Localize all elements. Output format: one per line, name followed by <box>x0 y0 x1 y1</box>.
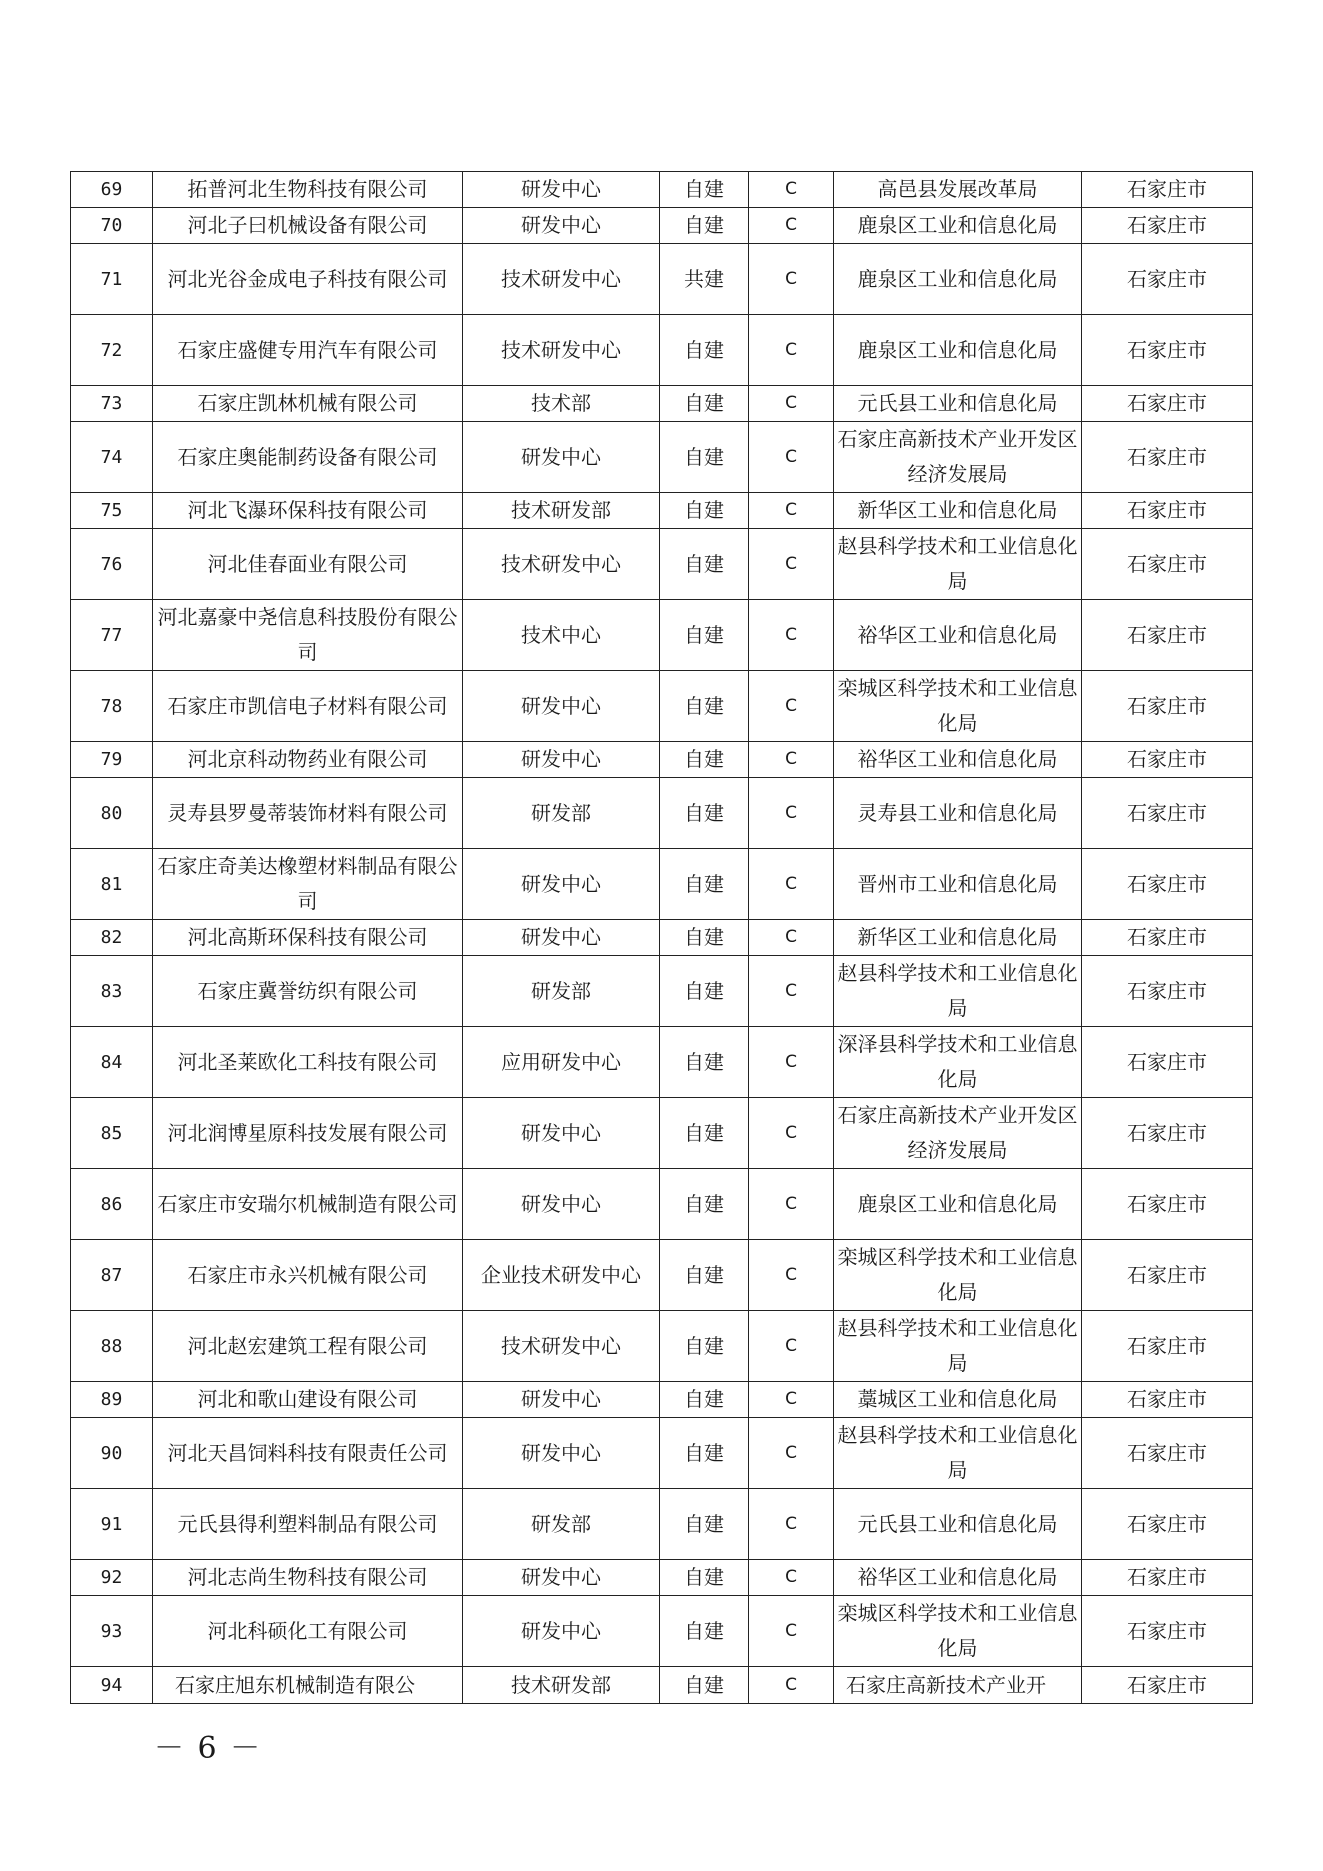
level-grade: C <box>749 1027 834 1098</box>
company-name: 石家庄市安瑞尔机械制造有限公司 <box>153 1169 463 1240</box>
company-name: 河北子曰机械设备有限公司 <box>153 208 463 244</box>
company-name: 河北高斯环保科技有限公司 <box>153 920 463 956</box>
build-type: 自建 <box>660 1418 749 1489</box>
rd-center-name: 研发中心 <box>463 422 660 493</box>
row-number: 77 <box>71 600 153 671</box>
build-type: 自建 <box>660 1489 749 1560</box>
city-name: 石家庄市 <box>1082 422 1253 493</box>
rd-center-name: 研发中心 <box>463 1560 660 1596</box>
table-row <box>71 778 1253 849</box>
company-name: 河北飞瀑环保科技有限公司 <box>153 493 463 529</box>
company-name: 河北和歌山建设有限公司 <box>153 1382 463 1418</box>
row-number: 73 <box>71 386 153 422</box>
table-row <box>71 529 1253 600</box>
table-row <box>71 1560 1253 1596</box>
table-row <box>71 1098 1253 1169</box>
build-type: 自建 <box>660 671 749 742</box>
city-name: 石家庄市 <box>1082 1560 1253 1596</box>
page-number: － 6 － <box>154 1731 263 1766</box>
table-row <box>71 1489 1253 1560</box>
company-name: 河北志尚生物科技有限公司 <box>153 1560 463 1596</box>
enterprise-rd-table <box>70 171 1253 1704</box>
company-name: 河北天昌饲料科技有限责任公司 <box>153 1418 463 1489</box>
company-name: 河北佳春面业有限公司 <box>153 529 463 600</box>
company-name: 石家庄奇美达橡塑材料制品有限公司 <box>153 849 463 920</box>
table-row <box>71 920 1253 956</box>
company-name: 元氏县得利塑料制品有限公司 <box>153 1489 463 1560</box>
table-row <box>71 956 1253 1027</box>
row-number: 69 <box>71 172 153 208</box>
level-grade: C <box>749 1311 834 1382</box>
rd-center-name: 企业技术研发中心 <box>463 1240 660 1311</box>
rd-center-name: 研发中心 <box>463 849 660 920</box>
build-type: 自建 <box>660 386 749 422</box>
recommending-agency: 灵寿县工业和信息化局 <box>834 778 1082 849</box>
rd-center-name: 技术研发中心 <box>463 529 660 600</box>
level-grade: C <box>749 386 834 422</box>
recommending-agency: 栾城区科学技术和工业信息化局 <box>834 671 1082 742</box>
row-number: 92 <box>71 1560 153 1596</box>
level-grade: C <box>749 956 834 1027</box>
build-type: 自建 <box>660 529 749 600</box>
build-type: 自建 <box>660 422 749 493</box>
level-grade: C <box>749 778 834 849</box>
level-grade: C <box>749 849 834 920</box>
company-name: 石家庄市永兴机械有限公司 <box>153 1240 463 1311</box>
table-row <box>71 1027 1253 1098</box>
rd-center-name: 研发中心 <box>463 671 660 742</box>
table-row <box>71 1596 1253 1667</box>
city-name: 石家庄市 <box>1082 1169 1253 1240</box>
build-type: 自建 <box>660 172 749 208</box>
city-name: 石家庄市 <box>1082 1027 1253 1098</box>
city-name: 石家庄市 <box>1082 1489 1253 1560</box>
rd-center-name: 研发部 <box>463 778 660 849</box>
city-name: 石家庄市 <box>1082 1311 1253 1382</box>
recommending-agency: 赵县科学技术和工业信息化局 <box>834 1311 1082 1382</box>
row-number: 78 <box>71 671 153 742</box>
city-name: 石家庄市 <box>1082 208 1253 244</box>
city-name: 石家庄市 <box>1082 529 1253 600</box>
build-type: 自建 <box>660 1169 749 1240</box>
build-type: 自建 <box>660 742 749 778</box>
city-name: 石家庄市 <box>1082 1240 1253 1311</box>
rd-center-name: 研发部 <box>463 1489 660 1560</box>
recommending-agency: 新华区工业和信息化局 <box>834 493 1082 529</box>
table-row <box>71 1311 1253 1382</box>
table-row <box>71 493 1253 529</box>
row-number: 90 <box>71 1418 153 1489</box>
build-type: 自建 <box>660 920 749 956</box>
build-type: 自建 <box>660 1596 749 1667</box>
table-row <box>71 172 1253 208</box>
rd-center-name: 技术中心 <box>463 600 660 671</box>
recommending-agency: 鹿泉区工业和信息化局 <box>834 315 1082 386</box>
build-type: 自建 <box>660 778 749 849</box>
level-grade: C <box>749 422 834 493</box>
build-type: 自建 <box>660 1667 749 1704</box>
build-type: 自建 <box>660 1240 749 1311</box>
recommending-agency: 石家庄高新技术产业开发区经济发展局 <box>834 422 1082 493</box>
row-number: 79 <box>71 742 153 778</box>
table-row <box>71 671 1253 742</box>
row-number: 83 <box>71 956 153 1027</box>
level-grade: C <box>749 529 834 600</box>
company-name: 石家庄奥能制药设备有限公司 <box>153 422 463 493</box>
level-grade: C <box>749 1596 834 1667</box>
city-name: 石家庄市 <box>1082 778 1253 849</box>
row-number: 76 <box>71 529 153 600</box>
row-number: 84 <box>71 1027 153 1098</box>
table-row <box>71 742 1253 778</box>
rd-center-name: 技术研发中心 <box>463 315 660 386</box>
level-grade: C <box>749 172 834 208</box>
rd-center-name: 研发中心 <box>463 1418 660 1489</box>
level-grade: C <box>749 1240 834 1311</box>
row-number: 75 <box>71 493 153 529</box>
recommending-agency: 晋州市工业和信息化局 <box>834 849 1082 920</box>
city-name: 石家庄市 <box>1082 244 1253 315</box>
build-type: 自建 <box>660 1311 749 1382</box>
recommending-agency: 元氏县工业和信息化局 <box>834 1489 1082 1560</box>
recommending-agency: 赵县科学技术和工业信息化局 <box>834 956 1082 1027</box>
level-grade: C <box>749 1560 834 1596</box>
build-type: 自建 <box>660 208 749 244</box>
row-number: 80 <box>71 778 153 849</box>
row-number: 71 <box>71 244 153 315</box>
rd-center-name: 技术部 <box>463 386 660 422</box>
build-type: 自建 <box>660 849 749 920</box>
table-row <box>71 1240 1253 1311</box>
rd-center-name: 研发中心 <box>463 1382 660 1418</box>
level-grade: C <box>749 742 834 778</box>
city-name: 石家庄市 <box>1082 1596 1253 1667</box>
table-row <box>71 315 1253 386</box>
rd-center-name: 应用研发中心 <box>463 1027 660 1098</box>
city-name: 石家庄市 <box>1082 742 1253 778</box>
row-number: 85 <box>71 1098 153 1169</box>
table-row <box>71 1169 1253 1240</box>
table-row <box>71 600 1253 671</box>
recommending-agency: 裕华区工业和信息化局 <box>834 1560 1082 1596</box>
city-name: 石家庄市 <box>1082 956 1253 1027</box>
level-grade: C <box>749 1667 834 1704</box>
city-name: 石家庄市 <box>1082 493 1253 529</box>
rd-center-name: 研发中心 <box>463 1169 660 1240</box>
recommending-agency: 裕华区工业和信息化局 <box>834 742 1082 778</box>
company-name: 河北润博星原科技发展有限公司 <box>153 1098 463 1169</box>
row-number: 82 <box>71 920 153 956</box>
city-name: 石家庄市 <box>1082 172 1253 208</box>
row-number: 93 <box>71 1596 153 1667</box>
recommending-agency: 深泽县科学技术和工业信息化局 <box>834 1027 1082 1098</box>
city-name: 石家庄市 <box>1082 1098 1253 1169</box>
recommending-agency: 鹿泉区工业和信息化局 <box>834 244 1082 315</box>
city-name: 石家庄市 <box>1082 849 1253 920</box>
level-grade: C <box>749 671 834 742</box>
city-name: 石家庄市 <box>1082 1667 1253 1704</box>
build-type: 自建 <box>660 1027 749 1098</box>
rd-center-name: 技术研发中心 <box>463 1311 660 1382</box>
company-name: 河北科硕化工有限公司 <box>153 1596 463 1667</box>
recommending-agency: 裕华区工业和信息化局 <box>834 600 1082 671</box>
rd-center-name: 技术研发部 <box>463 493 660 529</box>
level-grade: C <box>749 315 834 386</box>
recommending-agency: 赵县科学技术和工业信息化局 <box>834 1418 1082 1489</box>
table-row <box>71 386 1253 422</box>
company-name: 河北圣莱欧化工科技有限公司 <box>153 1027 463 1098</box>
row-number: 87 <box>71 1240 153 1311</box>
row-number: 88 <box>71 1311 153 1382</box>
table-row <box>71 1667 1253 1704</box>
city-name: 石家庄市 <box>1082 671 1253 742</box>
city-name: 石家庄市 <box>1082 1382 1253 1418</box>
company-name: 石家庄冀誉纺织有限公司 <box>153 956 463 1027</box>
recommending-agency: 新华区工业和信息化局 <box>834 920 1082 956</box>
recommending-agency: 栾城区科学技术和工业信息化局 <box>834 1596 1082 1667</box>
table-row <box>71 244 1253 315</box>
build-type: 自建 <box>660 493 749 529</box>
row-number: 70 <box>71 208 153 244</box>
level-grade: C <box>749 920 834 956</box>
rd-center-name: 研发中心 <box>463 1098 660 1169</box>
table-row <box>71 1418 1253 1489</box>
level-grade: C <box>749 1098 834 1169</box>
rd-center-name: 研发中心 <box>463 208 660 244</box>
company-name: 河北赵宏建筑工程有限公司 <box>153 1311 463 1382</box>
row-number: 81 <box>71 849 153 920</box>
recommending-agency: 鹿泉区工业和信息化局 <box>834 1169 1082 1240</box>
city-name: 石家庄市 <box>1082 386 1253 422</box>
rd-center-name: 技术研发中心 <box>463 244 660 315</box>
build-type: 共建 <box>660 244 749 315</box>
row-number: 89 <box>71 1382 153 1418</box>
table-row <box>71 849 1253 920</box>
company-name: 石家庄旭东机械制造有限公 <box>153 1667 463 1704</box>
table-row <box>71 208 1253 244</box>
rd-center-name: 研发部 <box>463 956 660 1027</box>
table-row <box>71 1382 1253 1418</box>
company-name: 河北京科动物药业有限公司 <box>153 742 463 778</box>
recommending-agency: 元氏县工业和信息化局 <box>834 386 1082 422</box>
recommending-agency: 石家庄高新技术产业开发区经济发展局 <box>834 1098 1082 1169</box>
city-name: 石家庄市 <box>1082 1418 1253 1489</box>
build-type: 自建 <box>660 1098 749 1169</box>
recommending-agency: 赵县科学技术和工业信息化局 <box>834 529 1082 600</box>
row-number: 94 <box>71 1667 153 1704</box>
recommending-agency: 鹿泉区工业和信息化局 <box>834 208 1082 244</box>
city-name: 石家庄市 <box>1082 600 1253 671</box>
table-body <box>71 172 1253 1704</box>
level-grade: C <box>749 600 834 671</box>
build-type: 自建 <box>660 315 749 386</box>
build-type: 自建 <box>660 956 749 1027</box>
rd-center-name: 研发中心 <box>463 742 660 778</box>
level-grade: C <box>749 244 834 315</box>
city-name: 石家庄市 <box>1082 315 1253 386</box>
level-grade: C <box>749 493 834 529</box>
company-name: 河北光谷金成电子科技有限公司 <box>153 244 463 315</box>
company-name: 灵寿县罗曼蒂装饰材料有限公司 <box>153 778 463 849</box>
row-number: 91 <box>71 1489 153 1560</box>
city-name: 石家庄市 <box>1082 920 1253 956</box>
build-type: 自建 <box>660 1382 749 1418</box>
rd-center-name: 研发中心 <box>463 172 660 208</box>
company-name: 拓普河北生物科技有限公司 <box>153 172 463 208</box>
row-number: 86 <box>71 1169 153 1240</box>
recommending-agency: 藁城区工业和信息化局 <box>834 1382 1082 1418</box>
rd-center-name: 研发中心 <box>463 1596 660 1667</box>
recommending-agency: 高邑县发展改革局 <box>834 172 1082 208</box>
company-name: 河北嘉豪中尧信息科技股份有限公司 <box>153 600 463 671</box>
recommending-agency: 石家庄高新技术产业开 <box>834 1667 1082 1704</box>
build-type: 自建 <box>660 1560 749 1596</box>
rd-center-name: 技术研发部 <box>463 1667 660 1704</box>
row-number: 74 <box>71 422 153 493</box>
rd-center-name: 研发中心 <box>463 920 660 956</box>
recommending-agency: 栾城区科学技术和工业信息化局 <box>834 1240 1082 1311</box>
build-type: 自建 <box>660 600 749 671</box>
company-name: 石家庄盛健专用汽车有限公司 <box>153 315 463 386</box>
level-grade: C <box>749 1418 834 1489</box>
level-grade: C <box>749 208 834 244</box>
level-grade: C <box>749 1169 834 1240</box>
company-name: 石家庄市凯信电子材料有限公司 <box>153 671 463 742</box>
level-grade: C <box>749 1382 834 1418</box>
row-number: 72 <box>71 315 153 386</box>
table-row <box>71 422 1253 493</box>
company-name: 石家庄凯林机械有限公司 <box>153 386 463 422</box>
level-grade: C <box>749 1489 834 1560</box>
